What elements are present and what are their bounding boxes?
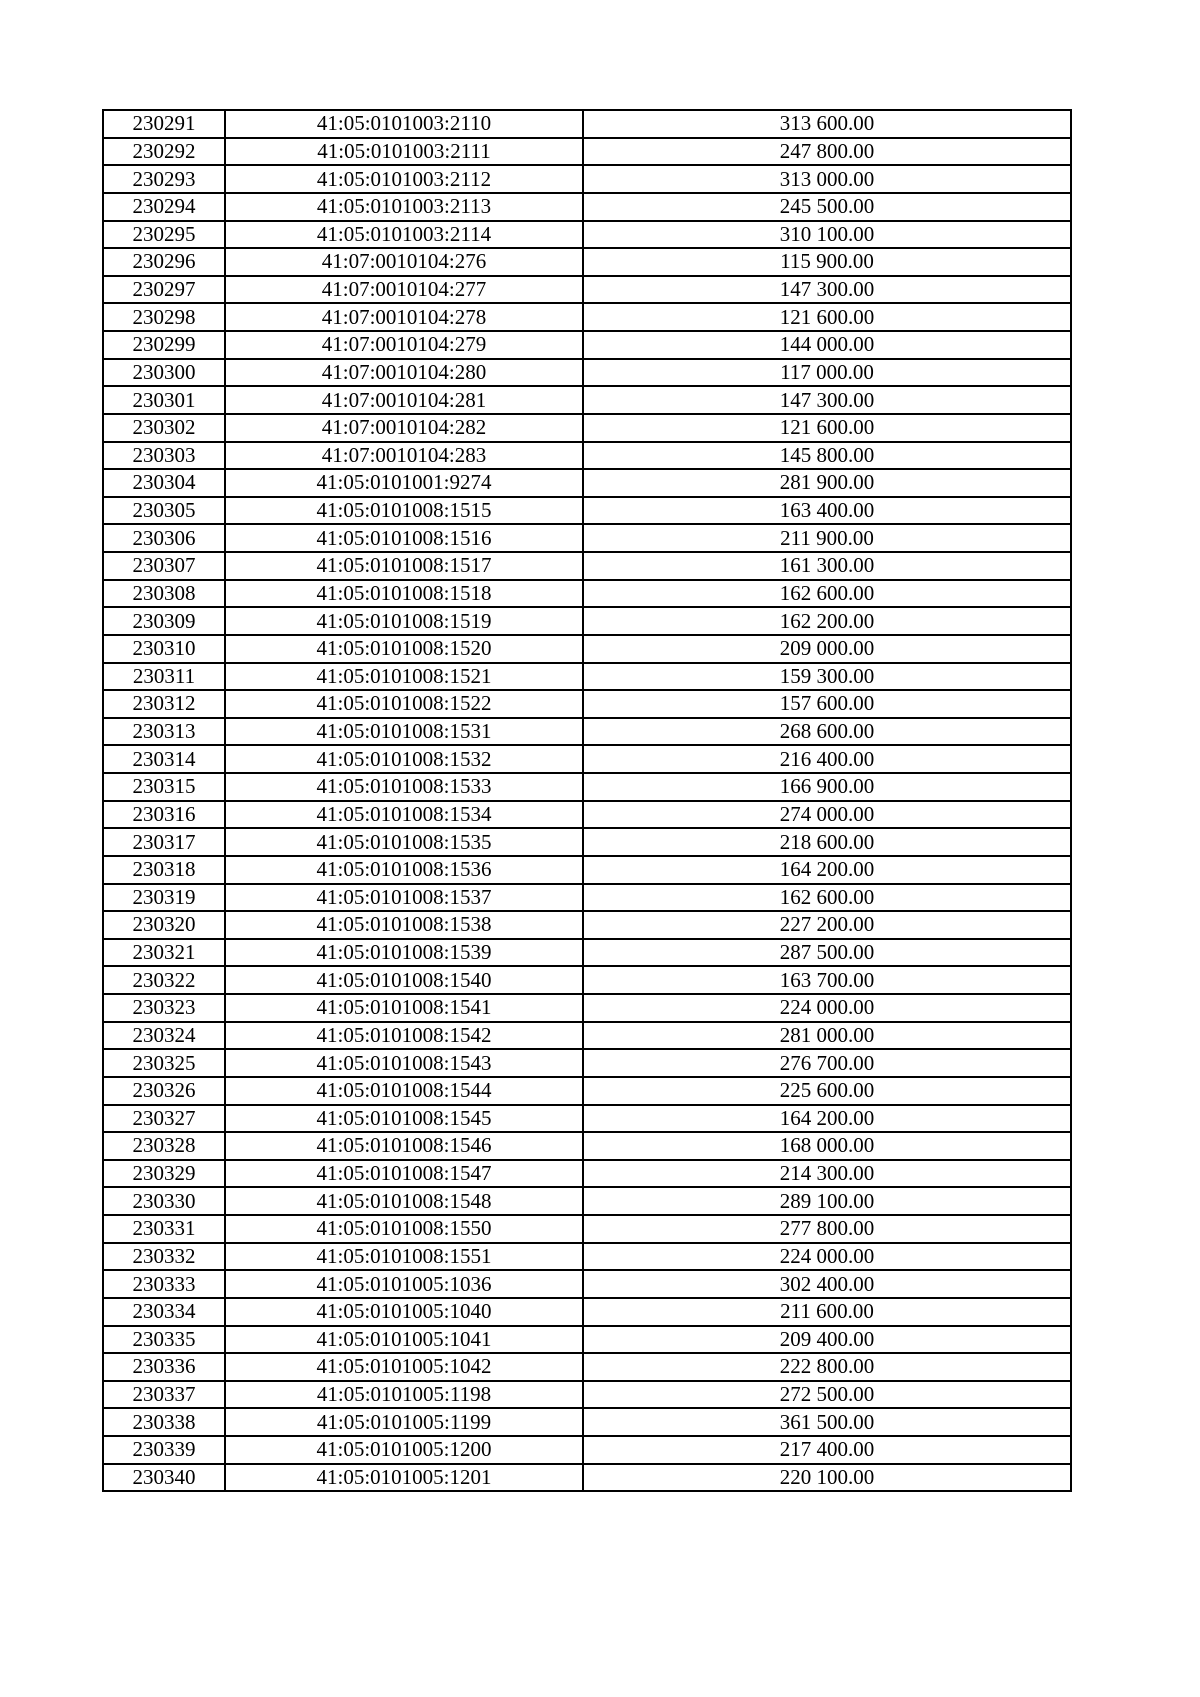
cadastral-number-cell: 41:07:0010104:283 bbox=[225, 442, 583, 470]
cadastral-number-cell: 41:07:0010104:280 bbox=[225, 359, 583, 387]
row-number-cell: 230327 bbox=[103, 1105, 225, 1133]
cadastral-value-cell: 115 900.00 bbox=[583, 248, 1071, 276]
table-row bbox=[103, 1381, 1071, 1409]
table-row bbox=[103, 469, 1071, 497]
row-number-cell: 230331 bbox=[103, 1215, 225, 1243]
row-number-cell: 230320 bbox=[103, 911, 225, 939]
row-number-cell: 230291 bbox=[103, 110, 225, 138]
cadastral-number-cell: 41:05:0101008:1518 bbox=[225, 580, 583, 608]
row-number-cell: 230338 bbox=[103, 1408, 225, 1436]
row-number-cell: 230312 bbox=[103, 690, 225, 718]
table-row bbox=[103, 966, 1071, 994]
cadastral-value-cell: 121 600.00 bbox=[583, 414, 1071, 442]
table-row bbox=[103, 1326, 1071, 1354]
cadastral-value-cell: 162 200.00 bbox=[583, 607, 1071, 635]
cadastral-number-cell: 41:05:0101003:2114 bbox=[225, 221, 583, 249]
cadastral-value-cell: 117 000.00 bbox=[583, 359, 1071, 387]
cadastral-number-cell: 41:05:0101008:1534 bbox=[225, 801, 583, 829]
table-row bbox=[103, 1408, 1071, 1436]
table-row bbox=[103, 1353, 1071, 1381]
row-number-cell: 230322 bbox=[103, 966, 225, 994]
table-row bbox=[103, 193, 1071, 221]
table-row bbox=[103, 939, 1071, 967]
row-number-cell: 230340 bbox=[103, 1464, 225, 1492]
cadastral-value-cell: 211 900.00 bbox=[583, 524, 1071, 552]
table-row bbox=[103, 663, 1071, 691]
row-number-cell: 230299 bbox=[103, 331, 225, 359]
cadastral-number-cell: 41:05:0101005:1040 bbox=[225, 1298, 583, 1326]
row-number-cell: 230307 bbox=[103, 552, 225, 580]
table-row bbox=[103, 552, 1071, 580]
table-row bbox=[103, 1464, 1071, 1492]
table-row bbox=[103, 110, 1071, 138]
cadastral-value-cell: 220 100.00 bbox=[583, 1464, 1071, 1492]
cadastral-value-cell: 162 600.00 bbox=[583, 884, 1071, 912]
table-row bbox=[103, 165, 1071, 193]
cadastral-value-cell: 287 500.00 bbox=[583, 939, 1071, 967]
table-row bbox=[103, 276, 1071, 304]
cadastral-value-cell: 211 600.00 bbox=[583, 1298, 1071, 1326]
row-number-cell: 230321 bbox=[103, 939, 225, 967]
row-number-cell: 230317 bbox=[103, 828, 225, 856]
cadastral-value-cell: 164 200.00 bbox=[583, 856, 1071, 884]
cadastral-value-cell: 209 000.00 bbox=[583, 635, 1071, 663]
row-number-cell: 230297 bbox=[103, 276, 225, 304]
cadastral-number-cell: 41:05:0101008:1548 bbox=[225, 1187, 583, 1215]
cadastral-number-cell: 41:05:0101008:1517 bbox=[225, 552, 583, 580]
table-row bbox=[103, 773, 1071, 801]
cadastral-number-cell: 41:05:0101008:1543 bbox=[225, 1049, 583, 1077]
table-row bbox=[103, 856, 1071, 884]
cadastral-number-cell: 41:05:0101003:2111 bbox=[225, 138, 583, 166]
cadastral-value-cell: 159 300.00 bbox=[583, 663, 1071, 691]
cadastral-value-cell: 214 300.00 bbox=[583, 1160, 1071, 1188]
table-row bbox=[103, 331, 1071, 359]
cadastral-value-cell: 245 500.00 bbox=[583, 193, 1071, 221]
cadastral-number-cell: 41:05:0101008:1540 bbox=[225, 966, 583, 994]
cadastral-value-cell: 147 300.00 bbox=[583, 386, 1071, 414]
cadastral-number-cell: 41:05:0101005:1041 bbox=[225, 1326, 583, 1354]
cadastral-number-cell: 41:05:0101003:2112 bbox=[225, 165, 583, 193]
table-row bbox=[103, 359, 1071, 387]
cadastral-number-cell: 41:05:0101008:1551 bbox=[225, 1243, 583, 1271]
cadastral-value-cell: 277 800.00 bbox=[583, 1215, 1071, 1243]
row-number-cell: 230313 bbox=[103, 718, 225, 746]
cadastral-number-cell: 41:05:0101008:1547 bbox=[225, 1160, 583, 1188]
table-row bbox=[103, 1243, 1071, 1271]
cadastral-value-cell: 224 000.00 bbox=[583, 994, 1071, 1022]
row-number-cell: 230303 bbox=[103, 442, 225, 470]
cadastral-number-cell: 41:05:0101008:1537 bbox=[225, 884, 583, 912]
table-row bbox=[103, 497, 1071, 525]
cadastral-value-table bbox=[102, 109, 1072, 1492]
table-row bbox=[103, 1049, 1071, 1077]
cadastral-value-cell: 217 400.00 bbox=[583, 1436, 1071, 1464]
cadastral-number-cell: 41:05:0101003:2110 bbox=[225, 110, 583, 138]
cadastral-number-cell: 41:05:0101008:1532 bbox=[225, 745, 583, 773]
table-row bbox=[103, 828, 1071, 856]
table-row bbox=[103, 994, 1071, 1022]
table-row bbox=[103, 1187, 1071, 1215]
row-number-cell: 230316 bbox=[103, 801, 225, 829]
table-row bbox=[103, 1077, 1071, 1105]
cadastral-number-cell: 41:07:0010104:277 bbox=[225, 276, 583, 304]
cadastral-value-cell: 274 000.00 bbox=[583, 801, 1071, 829]
cadastral-value-cell: 166 900.00 bbox=[583, 773, 1071, 801]
table-row bbox=[103, 718, 1071, 746]
cadastral-number-cell: 41:05:0101008:1536 bbox=[225, 856, 583, 884]
table-row bbox=[103, 138, 1071, 166]
row-number-cell: 230292 bbox=[103, 138, 225, 166]
row-number-cell: 230311 bbox=[103, 663, 225, 691]
cadastral-value-cell: 268 600.00 bbox=[583, 718, 1071, 746]
cadastral-value-cell: 302 400.00 bbox=[583, 1270, 1071, 1298]
cadastral-number-cell: 41:05:0101005:1036 bbox=[225, 1270, 583, 1298]
cadastral-value-cell: 224 000.00 bbox=[583, 1243, 1071, 1271]
row-number-cell: 230333 bbox=[103, 1270, 225, 1298]
table-row bbox=[103, 303, 1071, 331]
row-number-cell: 230305 bbox=[103, 497, 225, 525]
cadastral-number-cell: 41:05:0101008:1519 bbox=[225, 607, 583, 635]
cadastral-number-cell: 41:07:0010104:278 bbox=[225, 303, 583, 331]
table-row bbox=[103, 1022, 1071, 1050]
table-body bbox=[103, 110, 1071, 1491]
row-number-cell: 230324 bbox=[103, 1022, 225, 1050]
table-row bbox=[103, 1215, 1071, 1243]
table-row bbox=[103, 745, 1071, 773]
table-row bbox=[103, 1160, 1071, 1188]
row-number-cell: 230295 bbox=[103, 221, 225, 249]
row-number-cell: 230306 bbox=[103, 524, 225, 552]
table-row bbox=[103, 221, 1071, 249]
row-number-cell: 230337 bbox=[103, 1381, 225, 1409]
cadastral-number-cell: 41:05:0101008:1535 bbox=[225, 828, 583, 856]
row-number-cell: 230339 bbox=[103, 1436, 225, 1464]
cadastral-number-cell: 41:05:0101008:1531 bbox=[225, 718, 583, 746]
row-number-cell: 230326 bbox=[103, 1077, 225, 1105]
table-row bbox=[103, 635, 1071, 663]
cadastral-value-cell: 281 000.00 bbox=[583, 1022, 1071, 1050]
cadastral-value-cell: 313 000.00 bbox=[583, 165, 1071, 193]
table-row bbox=[103, 1105, 1071, 1133]
cadastral-value-cell: 162 600.00 bbox=[583, 580, 1071, 608]
cadastral-number-cell: 41:05:0101005:1198 bbox=[225, 1381, 583, 1409]
row-number-cell: 230304 bbox=[103, 469, 225, 497]
row-number-cell: 230334 bbox=[103, 1298, 225, 1326]
row-number-cell: 230296 bbox=[103, 248, 225, 276]
cadastral-value-cell: 313 600.00 bbox=[583, 110, 1071, 138]
cadastral-value-cell: 145 800.00 bbox=[583, 442, 1071, 470]
row-number-cell: 230328 bbox=[103, 1132, 225, 1160]
row-number-cell: 230308 bbox=[103, 580, 225, 608]
cadastral-number-cell: 41:07:0010104:281 bbox=[225, 386, 583, 414]
table-row bbox=[103, 607, 1071, 635]
cadastral-value-cell: 289 100.00 bbox=[583, 1187, 1071, 1215]
cadastral-number-cell: 41:05:0101003:2113 bbox=[225, 193, 583, 221]
cadastral-value-cell: 161 300.00 bbox=[583, 552, 1071, 580]
table-row bbox=[103, 442, 1071, 470]
row-number-cell: 230323 bbox=[103, 994, 225, 1022]
cadastral-value-cell: 222 800.00 bbox=[583, 1353, 1071, 1381]
table-row bbox=[103, 386, 1071, 414]
cadastral-value-cell: 227 200.00 bbox=[583, 911, 1071, 939]
cadastral-number-cell: 41:05:0101008:1516 bbox=[225, 524, 583, 552]
cadastral-number-cell: 41:05:0101008:1545 bbox=[225, 1105, 583, 1133]
cadastral-number-cell: 41:05:0101005:1201 bbox=[225, 1464, 583, 1492]
cadastral-number-cell: 41:05:0101005:1042 bbox=[225, 1353, 583, 1381]
cadastral-number-cell: 41:07:0010104:276 bbox=[225, 248, 583, 276]
row-number-cell: 230310 bbox=[103, 635, 225, 663]
cadastral-number-cell: 41:05:0101008:1542 bbox=[225, 1022, 583, 1050]
cadastral-value-cell: 144 000.00 bbox=[583, 331, 1071, 359]
table-row bbox=[103, 911, 1071, 939]
cadastral-number-cell: 41:05:0101008:1520 bbox=[225, 635, 583, 663]
cadastral-number-cell: 41:07:0010104:282 bbox=[225, 414, 583, 442]
cadastral-number-cell: 41:05:0101008:1550 bbox=[225, 1215, 583, 1243]
table-row bbox=[103, 884, 1071, 912]
row-number-cell: 230315 bbox=[103, 773, 225, 801]
row-number-cell: 230302 bbox=[103, 414, 225, 442]
cadastral-value-cell: 121 600.00 bbox=[583, 303, 1071, 331]
cadastral-value-cell: 272 500.00 bbox=[583, 1381, 1071, 1409]
row-number-cell: 230309 bbox=[103, 607, 225, 635]
cadastral-value-cell: 209 400.00 bbox=[583, 1326, 1071, 1354]
cadastral-value-cell: 157 600.00 bbox=[583, 690, 1071, 718]
table-row bbox=[103, 1298, 1071, 1326]
cadastral-number-cell: 41:05:0101005:1200 bbox=[225, 1436, 583, 1464]
cadastral-value-cell: 225 600.00 bbox=[583, 1077, 1071, 1105]
cadastral-number-cell: 41:05:0101001:9274 bbox=[225, 469, 583, 497]
row-number-cell: 230314 bbox=[103, 745, 225, 773]
cadastral-number-cell: 41:05:0101008:1541 bbox=[225, 994, 583, 1022]
cadastral-value-cell: 168 000.00 bbox=[583, 1132, 1071, 1160]
cadastral-number-cell: 41:05:0101008:1539 bbox=[225, 939, 583, 967]
cadastral-value-cell: 163 400.00 bbox=[583, 497, 1071, 525]
cadastral-value-cell: 276 700.00 bbox=[583, 1049, 1071, 1077]
cadastral-number-cell: 41:05:0101008:1522 bbox=[225, 690, 583, 718]
row-number-cell: 230325 bbox=[103, 1049, 225, 1077]
table-row bbox=[103, 1436, 1071, 1464]
cadastral-value-cell: 216 400.00 bbox=[583, 745, 1071, 773]
cadastral-value-cell: 218 600.00 bbox=[583, 828, 1071, 856]
row-number-cell: 230301 bbox=[103, 386, 225, 414]
cadastral-value-cell: 310 100.00 bbox=[583, 221, 1071, 249]
cadastral-number-cell: 41:05:0101008:1533 bbox=[225, 773, 583, 801]
row-number-cell: 230329 bbox=[103, 1160, 225, 1188]
row-number-cell: 230318 bbox=[103, 856, 225, 884]
row-number-cell: 230330 bbox=[103, 1187, 225, 1215]
row-number-cell: 230319 bbox=[103, 884, 225, 912]
table-row bbox=[103, 248, 1071, 276]
row-number-cell: 230335 bbox=[103, 1326, 225, 1354]
cadastral-value-cell: 361 500.00 bbox=[583, 1408, 1071, 1436]
cadastral-number-cell: 41:05:0101008:1538 bbox=[225, 911, 583, 939]
row-number-cell: 230294 bbox=[103, 193, 225, 221]
cadastral-number-cell: 41:05:0101008:1521 bbox=[225, 663, 583, 691]
cadastral-number-cell: 41:05:0101008:1515 bbox=[225, 497, 583, 525]
cadastral-value-cell: 147 300.00 bbox=[583, 276, 1071, 304]
table-row bbox=[103, 524, 1071, 552]
cadastral-number-cell: 41:07:0010104:279 bbox=[225, 331, 583, 359]
cadastral-value-cell: 164 200.00 bbox=[583, 1105, 1071, 1133]
cadastral-number-cell: 41:05:0101005:1199 bbox=[225, 1408, 583, 1436]
row-number-cell: 230336 bbox=[103, 1353, 225, 1381]
cadastral-value-cell: 163 700.00 bbox=[583, 966, 1071, 994]
cadastral-number-cell: 41:05:0101008:1546 bbox=[225, 1132, 583, 1160]
cadastral-value-cell: 247 800.00 bbox=[583, 138, 1071, 166]
table-row bbox=[103, 580, 1071, 608]
table-row bbox=[103, 801, 1071, 829]
table-row bbox=[103, 414, 1071, 442]
row-number-cell: 230300 bbox=[103, 359, 225, 387]
row-number-cell: 230293 bbox=[103, 165, 225, 193]
row-number-cell: 230332 bbox=[103, 1243, 225, 1271]
table-row bbox=[103, 690, 1071, 718]
row-number-cell: 230298 bbox=[103, 303, 225, 331]
table-row bbox=[103, 1132, 1071, 1160]
table-row bbox=[103, 1270, 1071, 1298]
cadastral-number-cell: 41:05:0101008:1544 bbox=[225, 1077, 583, 1105]
cadastral-value-cell: 281 900.00 bbox=[583, 469, 1071, 497]
